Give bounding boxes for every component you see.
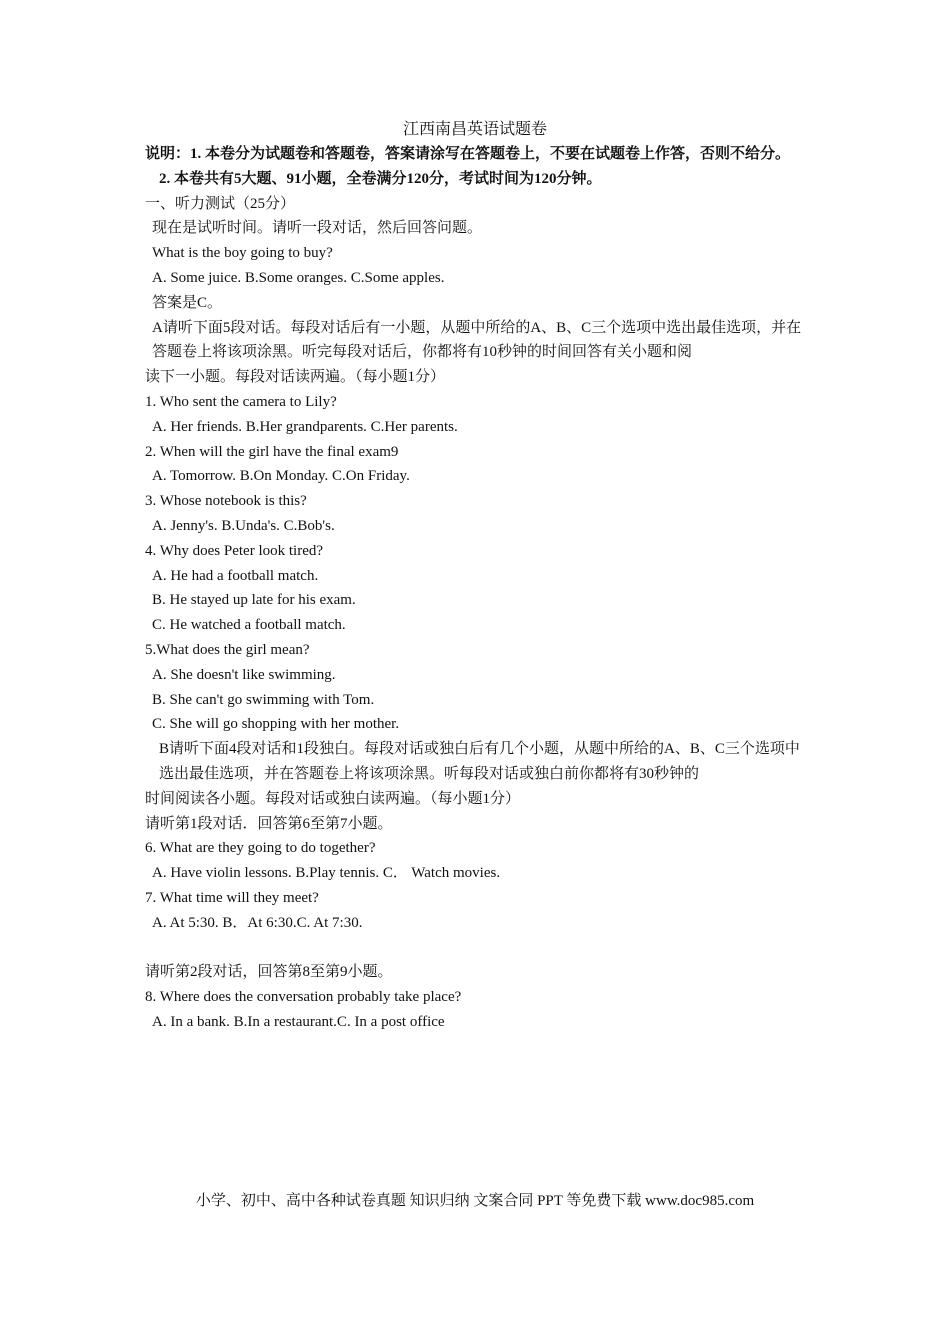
question-3-options: A. Jenny's. B.Unda's. C.Bob's. xyxy=(152,517,335,534)
question-5: 5.What does the girl mean? xyxy=(145,641,310,658)
instruction-2: 2. 本卷共有5大题、91小题，全卷满分120分，考试时间为120分钟。 xyxy=(159,170,602,187)
dialog-1-heading: 请听第1段对话．回答第6至第7小题。 xyxy=(145,815,393,832)
question-8: 8. Where does the conversation probably take place? xyxy=(145,989,462,1006)
part-a-instruction: A请听下面5段对话。每段对话后有一小题，从题中所给的A、B、C三个选项中选出最佳选项，并在答题卷上将该项涂黑。听完每段对话后，你都将有10秒钟的时间回答有关小题和阅 xyxy=(152,319,802,361)
question-4-option-b: B. He stayed up late for his exam. xyxy=(152,592,356,609)
exam-content xyxy=(145,142,810,1035)
part-b-instruction: B请听下面4段对话和1段独白。每段对话或独白后有几个小题，从题中所给的A、B、C三个选项中选出最佳选项，并在答题卷上将该项涂黑。听每段对话或独白前你都将有30秒钟的 xyxy=(159,741,800,782)
part-a-instruction-cont: 读下一小题。每段对话读两遍。（每小题1分） xyxy=(145,369,446,386)
example-question: What is the boy going to buy? xyxy=(152,245,333,262)
part-b-instruction-cont: 时间阅读各小题。每段对话或独白读两遍。（每小题1分） xyxy=(145,790,521,807)
question-6: 6. What are they going to do together? xyxy=(145,840,376,857)
question-4-option-a: A. He had a football match. xyxy=(152,567,319,584)
question-1: 1. Who sent the camera to Lily? xyxy=(145,393,337,410)
instruction-1: 说明：1. 本卷分为试题卷和答题卷，答案请涂写在答题卷上，不要在试题卷上作答，否则不给分。 xyxy=(145,146,791,162)
dialog-2-heading: 请听第2段对话，回答第8至第9小题。 xyxy=(145,964,393,981)
question-5-option-b: B. She can't go swimming with Tom. xyxy=(152,691,375,708)
question-5-option-a: A. She doesn't like swimming. xyxy=(152,666,336,683)
question-4-option-c: C. He watched a football match. xyxy=(152,617,346,634)
question-7: 7. What time will they meet? xyxy=(145,889,319,906)
example-options: A. Some juice. B.Some oranges. C.Some apples. xyxy=(152,269,445,286)
question-2-options: A. Tomorrow. B.On Monday. C.On Friday. xyxy=(152,468,410,485)
example-answer: 答案是C。 xyxy=(152,294,223,311)
question-6-options: A. Have violin lessons. B.Play tennis. C． Watch movies. xyxy=(152,865,501,882)
question-1-options: A. Her friends. B.Her grandparents. C.Her parents. xyxy=(152,418,458,435)
page-footer: 小学、初中、高中各种试卷真题 知识归纳 文案合同 PPT 等免费下载 www.doc985.com xyxy=(195,1193,755,1209)
question-5-option-c: C. She will go shopping with her mother. xyxy=(152,716,400,733)
question-7-options: A. At 5:30. B．At 6:30.C. At 7:30. xyxy=(152,914,363,931)
section-heading: 一、听力测试（25分） xyxy=(145,195,296,212)
question-2: 2. When will the girl have the final exam9 xyxy=(145,443,399,460)
page-title: 江西南昌英语试题卷 xyxy=(402,121,547,138)
question-4: 4. Why does Peter look tired? xyxy=(145,542,324,559)
question-3: 3. Whose notebook is this? xyxy=(145,493,307,510)
example-intro: 现在是试听时间。请听一段对话，然后回答问题。 xyxy=(152,220,483,237)
spacer xyxy=(145,936,810,961)
question-8-options: A. In a bank. B.In a restaurant.C. In a post office xyxy=(152,1013,445,1030)
